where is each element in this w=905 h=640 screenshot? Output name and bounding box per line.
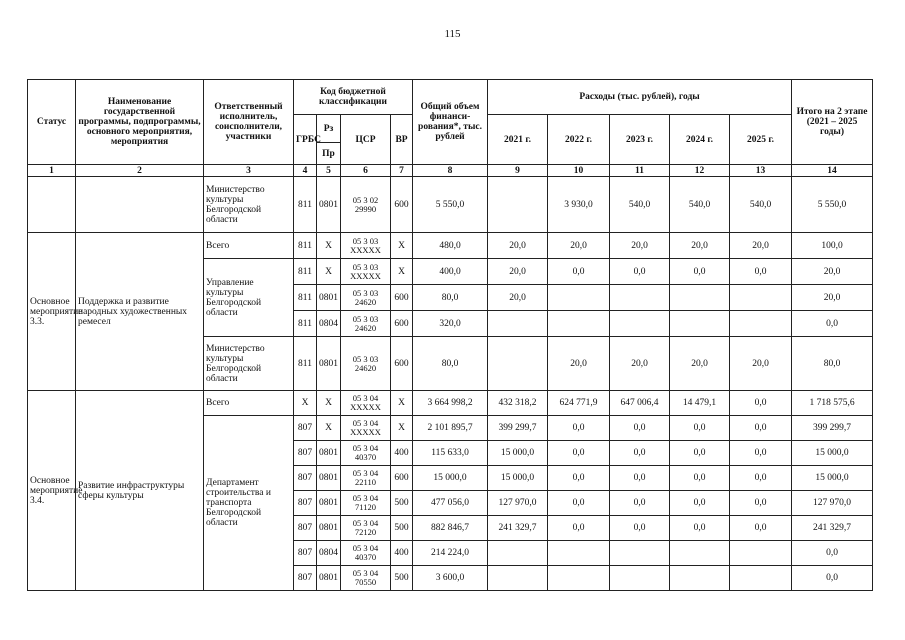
y2021-cell xyxy=(488,337,548,391)
vr-cell: Х xyxy=(391,233,413,259)
csr-cell: 05 3 04 40370 xyxy=(341,541,391,566)
y2021-cell: 241 329,7 xyxy=(488,516,548,541)
y2024-cell: 0,0 xyxy=(670,466,730,491)
y2023-cell: 0,0 xyxy=(610,259,670,285)
y2021-cell: 20,0 xyxy=(488,285,548,311)
responsible-cell: Министерство культуры Белгородской области xyxy=(204,337,294,391)
itogo-cell: 1 718 575,6 xyxy=(792,391,873,416)
col-num: 5 xyxy=(317,165,341,177)
itogo-cell: 20,0 xyxy=(792,285,873,311)
itogo-cell: 0,0 xyxy=(792,311,873,337)
y2024-cell: 0,0 xyxy=(670,491,730,516)
col-num: 11 xyxy=(610,165,670,177)
header-2025: 2025 г. xyxy=(730,115,792,165)
y2021-cell: 15 000,0 xyxy=(488,466,548,491)
csr-cell: 05 3 04 40370 xyxy=(341,441,391,466)
y2023-cell: 0,0 xyxy=(610,441,670,466)
itogo-cell: 80,0 xyxy=(792,337,873,391)
responsible-cell: Министерство культуры Белгородской области xyxy=(204,177,294,233)
rz-cell: 0801 xyxy=(317,566,341,591)
y2025-cell: 20,0 xyxy=(730,233,792,259)
y2022-cell: 0,0 xyxy=(548,441,610,466)
csr-cell: 05 3 03 ХХХХХ xyxy=(341,259,391,285)
rz-cell: 0804 xyxy=(317,541,341,566)
status-cell: Основное мероприятие 3.4. xyxy=(28,391,76,591)
header-itogo: Итого на 2 этапе (2021 – 2025 годы) xyxy=(792,80,873,165)
grbs-cell: Х xyxy=(294,391,317,416)
y2023-cell: 647 006,4 xyxy=(610,391,670,416)
y2021-cell xyxy=(488,541,548,566)
y2022-cell: 20,0 xyxy=(548,233,610,259)
grbs-cell: 811 xyxy=(294,177,317,233)
vr-cell: 500 xyxy=(391,491,413,516)
grbs-cell: 807 xyxy=(294,491,317,516)
total-cell: 320,0 xyxy=(413,311,488,337)
total-cell: 400,0 xyxy=(413,259,488,285)
y2022-cell: 3 930,0 xyxy=(548,177,610,233)
y2022-cell: 624 771,9 xyxy=(548,391,610,416)
y2025-cell: 0,0 xyxy=(730,491,792,516)
y2025-cell xyxy=(730,566,792,591)
y2024-cell: 0,0 xyxy=(670,416,730,441)
col-num: 7 xyxy=(391,165,413,177)
y2024-cell: 0,0 xyxy=(670,259,730,285)
header-pr: Пр xyxy=(317,143,341,165)
y2024-cell: 20,0 xyxy=(670,337,730,391)
column-number-row xyxy=(28,165,873,177)
col-num: 3 xyxy=(204,165,294,177)
csr-cell: 05 3 03 24620 xyxy=(341,337,391,391)
header-expenses: Расходы (тыс. рублей), годы xyxy=(488,80,792,115)
itogo-cell: 20,0 xyxy=(792,259,873,285)
itogo-cell: 241 329,7 xyxy=(792,516,873,541)
y2025-cell: 0,0 xyxy=(730,259,792,285)
responsible-cell: Всего xyxy=(204,233,294,259)
total-cell: 480,0 xyxy=(413,233,488,259)
vr-cell: 500 xyxy=(391,516,413,541)
total-cell: 80,0 xyxy=(413,337,488,391)
rz-cell: 0801 xyxy=(317,466,341,491)
y2023-cell xyxy=(610,566,670,591)
grbs-cell: 807 xyxy=(294,441,317,466)
y2021-cell: 20,0 xyxy=(488,233,548,259)
header-responsible: Ответственный исполнитель, соисполнители, участники xyxy=(204,80,294,165)
header-2023: 2023 г. xyxy=(610,115,670,165)
y2022-cell: 20,0 xyxy=(548,337,610,391)
y2023-cell xyxy=(610,541,670,566)
rz-cell: 0801 xyxy=(317,441,341,466)
header-rz: Рз xyxy=(317,115,341,143)
grbs-cell: 807 xyxy=(294,516,317,541)
col-num: 12 xyxy=(670,165,730,177)
total-cell: 2 101 895,7 xyxy=(413,416,488,441)
rz-cell: 0804 xyxy=(317,311,341,337)
col-num: 4 xyxy=(294,165,317,177)
csr-cell: 05 3 02 29990 xyxy=(341,177,391,233)
grbs-cell: 811 xyxy=(294,285,317,311)
total-cell: 214 224,0 xyxy=(413,541,488,566)
rz-cell: 0801 xyxy=(317,516,341,541)
rz-cell: Х xyxy=(317,416,341,441)
name-cell: Развитие инфраструктуры сферы культуры xyxy=(76,391,204,591)
total-cell: 882 846,7 xyxy=(413,516,488,541)
y2024-cell xyxy=(670,566,730,591)
col-num: 2 xyxy=(76,165,204,177)
csr-cell: 05 3 04 72120 xyxy=(341,516,391,541)
grbs-cell: 807 xyxy=(294,541,317,566)
y2024-cell xyxy=(670,541,730,566)
y2025-cell: 0,0 xyxy=(730,516,792,541)
header-csr: ЦСР xyxy=(341,115,391,165)
y2022-cell xyxy=(548,541,610,566)
total-cell: 80,0 xyxy=(413,285,488,311)
y2024-cell: 14 479,1 xyxy=(670,391,730,416)
y2021-cell: 432 318,2 xyxy=(488,391,548,416)
y2021-cell: 15 000,0 xyxy=(488,441,548,466)
name-cell: Поддержка и развитие народных художественных ремесел xyxy=(76,233,204,391)
rz-cell: 0801 xyxy=(317,491,341,516)
y2022-cell xyxy=(548,285,610,311)
grbs-cell: 811 xyxy=(294,259,317,285)
y2023-cell: 0,0 xyxy=(610,516,670,541)
vr-cell: Х xyxy=(391,416,413,441)
itogo-cell: 15 000,0 xyxy=(792,466,873,491)
status-cell: Основное мероприятие 3.3. xyxy=(28,233,76,391)
vr-cell: 400 xyxy=(391,541,413,566)
header-status: Статус xyxy=(28,80,76,165)
rz-cell: Х xyxy=(317,259,341,285)
col-num: 9 xyxy=(488,165,548,177)
y2022-cell xyxy=(548,566,610,591)
y2022-cell: 0,0 xyxy=(548,491,610,516)
y2022-cell xyxy=(548,311,610,337)
y2021-cell: 20,0 xyxy=(488,259,548,285)
col-num: 8 xyxy=(413,165,488,177)
budget-table xyxy=(27,79,873,591)
col-num: 1 xyxy=(28,165,76,177)
y2023-cell xyxy=(610,285,670,311)
col-num: 14 xyxy=(792,165,873,177)
responsible-cell: Управление культуры Белгородской области xyxy=(204,259,294,337)
grbs-cell: 811 xyxy=(294,311,317,337)
vr-cell: 400 xyxy=(391,441,413,466)
total-cell: 3 664 998,2 xyxy=(413,391,488,416)
vr-cell: 600 xyxy=(391,337,413,391)
y2021-cell xyxy=(488,311,548,337)
y2021-cell: 399 299,7 xyxy=(488,416,548,441)
y2024-cell xyxy=(670,311,730,337)
grbs-cell: 807 xyxy=(294,566,317,591)
rz-cell: 0801 xyxy=(317,337,341,391)
y2022-cell: 0,0 xyxy=(548,466,610,491)
col-num: 10 xyxy=(548,165,610,177)
y2023-cell: 0,0 xyxy=(610,491,670,516)
y2023-cell: 0,0 xyxy=(610,416,670,441)
csr-cell: 05 3 04 ХХХХХ xyxy=(341,416,391,441)
header-total: Общий объем финанси-рования*, тыс. рублей xyxy=(413,80,488,165)
header-vr: ВР xyxy=(391,115,413,165)
itogo-cell: 15 000,0 xyxy=(792,441,873,466)
csr-cell: 05 3 03 24620 xyxy=(341,285,391,311)
y2025-cell xyxy=(730,285,792,311)
y2025-cell: 0,0 xyxy=(730,466,792,491)
vr-cell: Х xyxy=(391,259,413,285)
vr-cell: 500 xyxy=(391,566,413,591)
y2024-cell: 540,0 xyxy=(670,177,730,233)
y2023-cell: 20,0 xyxy=(610,233,670,259)
responsible-cell: Департамент строительства и транспорта Белгородской области xyxy=(204,416,294,591)
csr-cell: 05 3 03 ХХХХХ xyxy=(341,233,391,259)
y2025-cell: 540,0 xyxy=(730,177,792,233)
y2022-cell: 0,0 xyxy=(548,259,610,285)
rz-cell: Х xyxy=(317,391,341,416)
grbs-cell: 811 xyxy=(294,337,317,391)
y2023-cell: 0,0 xyxy=(610,466,670,491)
status-cell xyxy=(28,177,76,233)
y2024-cell: 0,0 xyxy=(670,441,730,466)
y2023-cell: 540,0 xyxy=(610,177,670,233)
header-budget-code: Код бюджетной классификации xyxy=(294,80,413,115)
table-row xyxy=(28,233,873,259)
y2025-cell: 0,0 xyxy=(730,441,792,466)
csr-cell: 05 3 03 24620 xyxy=(341,311,391,337)
itogo-cell: 0,0 xyxy=(792,566,873,591)
total-cell: 115 633,0 xyxy=(413,441,488,466)
grbs-cell: 807 xyxy=(294,416,317,441)
y2025-cell: 20,0 xyxy=(730,337,792,391)
itogo-cell: 100,0 xyxy=(792,233,873,259)
itogo-cell: 127 970,0 xyxy=(792,491,873,516)
y2021-cell: 127 970,0 xyxy=(488,491,548,516)
rz-cell: 0801 xyxy=(317,285,341,311)
itogo-cell: 0,0 xyxy=(792,541,873,566)
vr-cell: Х xyxy=(391,391,413,416)
csr-cell: 05 3 04 71120 xyxy=(341,491,391,516)
y2024-cell: 20,0 xyxy=(670,233,730,259)
y2024-cell xyxy=(670,285,730,311)
vr-cell: 600 xyxy=(391,466,413,491)
csr-cell: 05 3 04 ХХХХХ xyxy=(341,391,391,416)
y2025-cell: 0,0 xyxy=(730,391,792,416)
grbs-cell: 807 xyxy=(294,466,317,491)
col-num: 6 xyxy=(341,165,391,177)
header-name: Наименование государственной программы, подпрограммы, основного мероприятия, мероприятия xyxy=(76,80,204,165)
header-2024: 2024 г. xyxy=(670,115,730,165)
responsible-cell: Всего xyxy=(204,391,294,416)
csr-cell: 05 3 04 70550 xyxy=(341,566,391,591)
y2025-cell xyxy=(730,311,792,337)
col-num: 13 xyxy=(730,165,792,177)
vr-cell: 600 xyxy=(391,311,413,337)
name-cell xyxy=(76,177,204,233)
table-row xyxy=(28,177,873,233)
vr-cell: 600 xyxy=(391,177,413,233)
total-cell: 477 056,0 xyxy=(413,491,488,516)
y2023-cell: 20,0 xyxy=(610,337,670,391)
y2021-cell xyxy=(488,177,548,233)
vr-cell: 600 xyxy=(391,285,413,311)
y2024-cell: 0,0 xyxy=(670,516,730,541)
y2023-cell xyxy=(610,311,670,337)
y2022-cell: 0,0 xyxy=(548,416,610,441)
itogo-cell: 5 550,0 xyxy=(792,177,873,233)
header-2022: 2022 г. xyxy=(548,115,610,165)
csr-cell: 05 3 04 22110 xyxy=(341,466,391,491)
grbs-cell: 811 xyxy=(294,233,317,259)
rz-cell: 0801 xyxy=(317,177,341,233)
y2022-cell: 0,0 xyxy=(548,516,610,541)
rz-cell: Х xyxy=(317,233,341,259)
y2025-cell: 0,0 xyxy=(730,416,792,441)
page-number: 115 xyxy=(444,28,461,40)
header-grbs: ГРБС xyxy=(294,115,317,165)
itogo-cell: 399 299,7 xyxy=(792,416,873,441)
total-cell: 15 000,0 xyxy=(413,466,488,491)
header-2021: 2021 г. xyxy=(488,115,548,165)
y2025-cell xyxy=(730,541,792,566)
total-cell: 5 550,0 xyxy=(413,177,488,233)
total-cell: 3 600,0 xyxy=(413,566,488,591)
table-row xyxy=(28,391,873,416)
y2021-cell xyxy=(488,566,548,591)
